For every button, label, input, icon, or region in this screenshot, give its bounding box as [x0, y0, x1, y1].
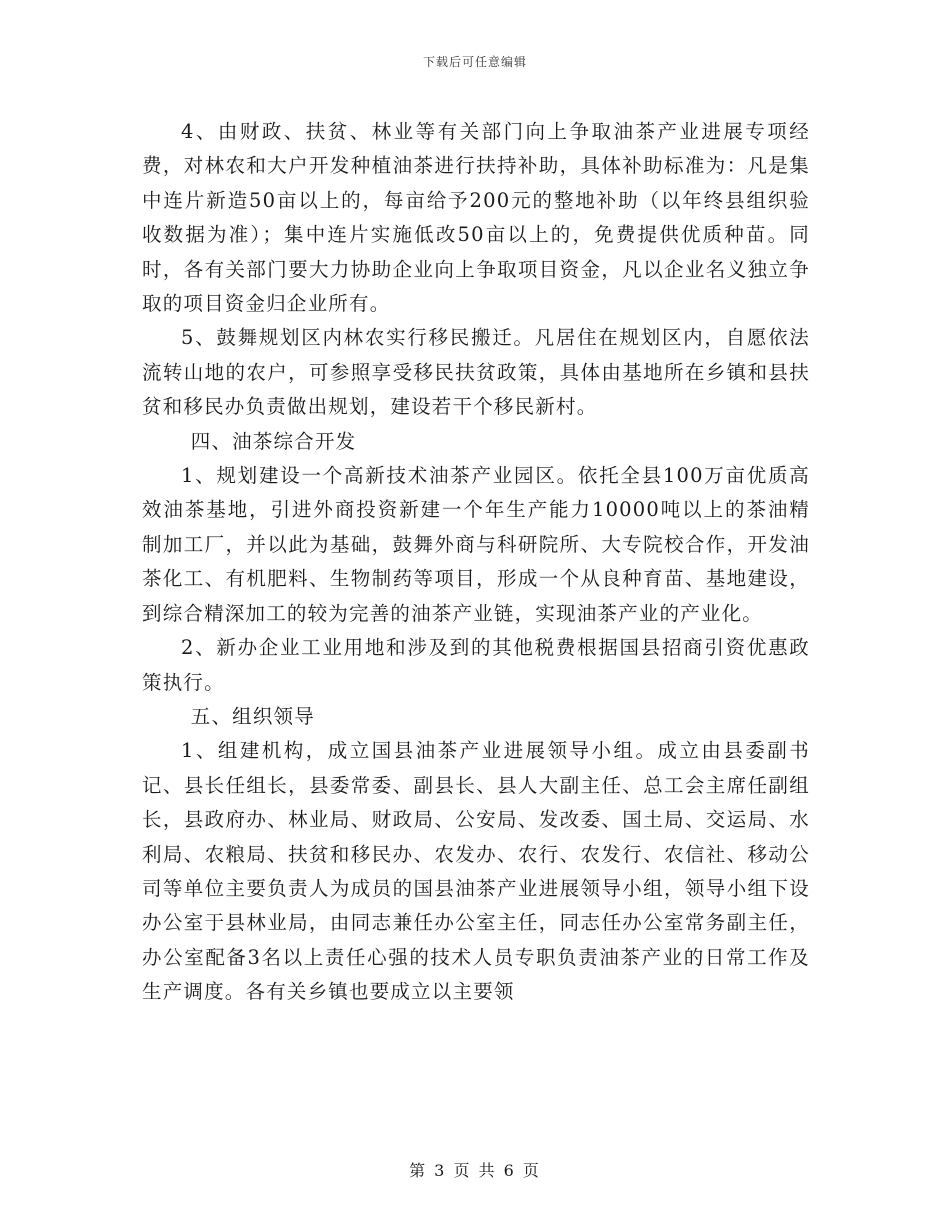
section-heading-5: 五、组织领导 [190, 704, 315, 728]
paragraph-1-organization: 1、组建机构，成立国县油茶产业进展领导小组。成立由县委副书记、县长任组长，县委常委、副县长、县人大副主任、总工会主席任副组长，县政府办、林业局、财政局、公安局、发改委、国土局、交运局、水利局、农粮局、扶贫和移民办、农发办、农行、农发行、农信社、移动公司等单位主要负责人为成员的国县油茶产业进展领导小组，领导小组下设办公室于县林业局，由同志兼任办公室主任，同志任办公室常务副主任，办公室配备3名以上责任心强的技术人员专职负责油茶产业的日常工作及生产调度。各有关乡镇也要成立以主要领 [142, 739, 810, 1004]
section-heading-4: 四、油茶综合开发 [190, 429, 357, 453]
paragraph-4-subsidy: 4、由财政、扶贫、林业等有关部门向上争取油茶产业进展专项经费，对林农和大户开发种植油茶进行扶持补助，具体补助标准为：凡是集中连片新造50亩以上的，每亩给予200元的整地补助（以年终县组织验收数据为准）；集中连片实施低改50亩以上的，免费提供优质种苗。同时，各有关部门要大力协助企业向上争取项目资金，凡以企业名义独立争取的项目资金归企业所有。 [142, 120, 810, 316]
page-number-footer: 第 3 页 共 6 页 [409, 1161, 541, 1180]
page-header: 下载后可任意编辑 [422, 55, 527, 69]
paragraph-5-relocation: 5、鼓舞规划区内林农实行移民搬迁。凡居住在规划区内，自愿依法流转山地的农户，可参照享受移民扶贫政策，具体由基地所在乡镇和县扶贫和移民办负责做出规划，建设若干个移民新村。 [142, 326, 810, 419]
paragraph-2-land-tax: 2、新办企业工业用地和涉及到的其他税费根据国县招商引资优惠政策执行。 [142, 636, 810, 694]
document-body [142, 115, 810, 1010]
paragraph-1-industrial-park: 1、规划建设一个高新技术油茶产业园区。依托全县100万亩优质高效油茶基地，引进外商投资新建一个年生产能力10000吨以上的茶油精制加工厂，并以此为基础，鼓舞外商与科研院所、大专院校合作，开发油茶化工、有机肥料、生物制药等项目，形成一个从良种育苗、基地建设，到综合精深加工的较为完善的油茶产业链，实现油茶产业的产业化。 [142, 464, 810, 625]
